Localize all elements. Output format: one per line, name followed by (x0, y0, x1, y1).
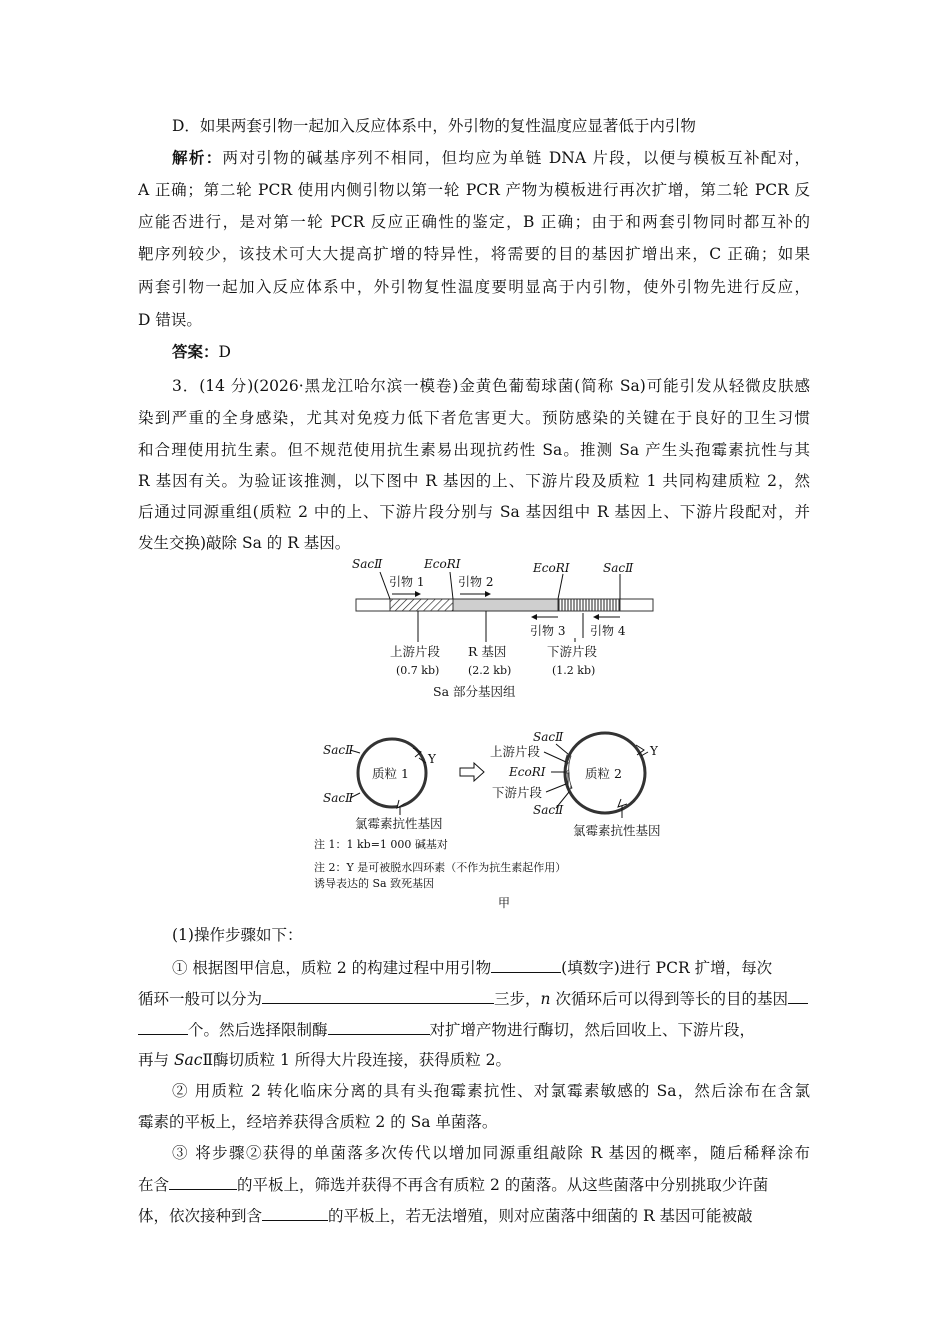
step-3-text-a: 在含 (138, 1176, 170, 1194)
step-1-text-d: 三步， (494, 990, 541, 1008)
plasmid-2-downstream-insert (565, 773, 572, 790)
step-3-line-3 (138, 1205, 810, 1226)
plasmid-2-downstream-tick (546, 784, 566, 792)
analysis-line-3: 应能否进行，是对第一轮 PCR 反应正确性的鉴定，B 正确；由于和两套引物同时都互补的 (138, 213, 810, 231)
step-1-n: n (540, 990, 551, 1008)
label-primer-4: 引物 4 (590, 624, 626, 638)
plasmid-2-downstream-label: 下游片段 (492, 785, 543, 800)
plasmid-2-sac2-bottom: SacⅡ (533, 803, 564, 817)
q3-line-1: 3．(14 分)(2026·黑龙江哈尔滨一模卷)金黄色葡萄球菌(简称 Sa)可能引发从轻微皮肤感 (172, 377, 810, 395)
plasmid-2-chlor-label: 氯霉素抗性基因 (573, 823, 661, 838)
label-sac2-right: SacⅡ (603, 561, 634, 575)
plasmid-1-y-label: Y (428, 752, 436, 766)
step-1-line-2 (138, 988, 810, 1009)
label-downstream-size: (1.2 kb) (552, 664, 596, 677)
label-ecor1-right: EcoRⅠ (533, 561, 570, 575)
step-1-text-h: 再与 (138, 1051, 174, 1069)
q3-line-2: 染到严重的全身感染，尤其对免疫力低下者危害更大。预防感染的关键在于良好的卫生习惯 (138, 409, 810, 427)
step-3-text-d: 的平板上，若无法增殖，则对应菌落中细菌的 R 基因可能被敲 (328, 1207, 753, 1225)
blank-three-steps[interactable] (262, 988, 494, 1004)
transform-arrow (460, 763, 484, 781)
answer (172, 342, 844, 362)
steps-intro: (1)操作步骤如下： (172, 926, 303, 944)
r-gene-segment (453, 599, 558, 611)
blank-medium-1[interactable] (169, 1174, 237, 1190)
label-primer-1: 引物 1 (389, 575, 425, 589)
analysis-line-2: A 正确；第二轮 PCR 使用内侧引物以第一轮 PCR 产物为模板进行再次扩增，第二轮 PCR 反 (138, 181, 810, 199)
analysis-line-5: 两套引物一起加入反应体系中，外引物复性温度要明显高于内引物，使外引物先进行反应， (138, 278, 810, 296)
note-2-line-1: 注 2：Y 是可被脱水四环素（不作为抗生素起作用） (314, 861, 567, 874)
ecor1-left-tick (450, 572, 453, 599)
analysis-line-6: D 错误。 (138, 311, 202, 329)
step-1-text-b: (填数字)进行 PCR 扩增，每次 (561, 959, 773, 977)
step-1-text-a: ① 根据图甲信息，质粒 2 的构建过程中用引物 (172, 959, 492, 977)
note-1: 注 1：1 kb=1 000 碱基对 (314, 838, 448, 851)
q3-line-3: 和合理使用抗生素。但不规范使用抗生素易出现抗药性 Sa。推测 Sa 产生头孢霉素抗性与其 (138, 441, 810, 459)
analysis-text-1: 两对引物的碱基序列不相同，但均应为单链 DNA 片段，以便与模板互补配对， (222, 149, 810, 167)
q3-line-4: R 基因有关。为验证该推测，以下图中 R 基因的上、下游片段及质粒 1 共同构建质粒 2，然 (138, 472, 810, 490)
label-upstream-size: (0.7 kb) (396, 664, 440, 677)
q3-line-6: 发生交换)敲除 Sa 的 R 基因。 (138, 534, 351, 552)
answer-label: 答案： (172, 342, 219, 361)
genome-caption: Sa 部分基因组 (433, 684, 516, 699)
step-3-text-b: 的平板上，筛选并获得不再含有质粒 2 的菌落。从这些菌落中分别挑取少许菌 (237, 1176, 769, 1194)
figure-jia (300, 550, 700, 915)
figure-svg (300, 550, 700, 915)
label-upstream: 上游片段 (390, 644, 441, 659)
step-2-line-1: ② 用质粒 2 转化临床分离的具有头孢霉素抗性、对氯霉素敏感的 Sa，然后涂布在含氯 (172, 1082, 810, 1100)
step-3-line-1: ③ 将步骤②获得的单菌落多次传代以增加同源重组敲除 R 基因的概率，随后稀释涂布 (172, 1144, 810, 1162)
plasmid-2-y-label: Y (650, 744, 658, 758)
blank-restriction-enzyme[interactable] (328, 1019, 430, 1035)
plasmid-1-sac2-bottom: SacⅡ (323, 791, 354, 805)
ecor1-right-tick (558, 574, 563, 599)
step-1-line-4 (138, 1050, 810, 1070)
label-r-gene-size: (2.2 kb) (468, 664, 512, 677)
blank-gene-count-part-1[interactable] (788, 988, 808, 1004)
analysis-line-1 (172, 148, 810, 168)
note-2-line-2: 诱导表达的 Sa 致死基因 (314, 877, 435, 890)
upstream-segment (390, 599, 453, 611)
step-1-text-g: 对扩增产物进行酶切，然后回收上、下游片段， (429, 1021, 756, 1039)
blank-medium-2[interactable] (262, 1205, 328, 1221)
step-1-text-i: Ⅱ酶切质粒 1 所得大片段连接，获得质粒 2。 (202, 1051, 512, 1069)
plasmid-2-sac2-top: SacⅡ (533, 730, 564, 744)
step-1-text-f: 个。然后选择限制酶 (188, 1021, 328, 1039)
step-3-line-2 (138, 1174, 810, 1195)
plasmid-2-upstream-label: 上游片段 (490, 744, 541, 759)
step-1-sac: Sac (173, 1051, 203, 1069)
label-primer-3: 引物 3 (530, 624, 566, 638)
figure-caption: 甲 (498, 896, 511, 910)
step-1-line-3 (138, 1019, 810, 1040)
plasmid-2-upstream-tick (544, 752, 566, 762)
plasmid-2-y-tick (641, 752, 648, 756)
blank-primer[interactable] (491, 957, 561, 973)
step-1-line-1 (172, 957, 810, 978)
plasmid-2-ecor1: EcoRⅠ (509, 765, 546, 779)
q3-line-5: 后通过同源重组(质粒 2 中的上、下游片段分别与 Sa 基因组中 R 基因上、下游片段配对，并 (138, 503, 810, 521)
label-plasmid-2: 质粒 2 (585, 766, 622, 781)
plasmid-1-chlor-label: 氯霉素抗性基因 (355, 816, 443, 831)
step-1-text-e: 次循环后可以得到等长的目的基因 (550, 990, 788, 1008)
label-ecor1-left: EcoRⅠ (424, 557, 461, 571)
plasmid-2-sac2-top-tick (556, 744, 568, 754)
plasmid-1-sac2-top: SacⅡ (323, 743, 354, 757)
label-r-gene: R 基因 (468, 644, 507, 659)
step-1-text-c: 循环一般可以分为 (138, 990, 263, 1008)
step-3-text-c: 体，依次接种到含 (138, 1207, 263, 1225)
step-2-line-2: 霉素的平板上，经培养获得含质粒 2 的 Sa 单菌落。 (138, 1113, 498, 1131)
analysis-label: 解析： (172, 148, 223, 167)
label-primer-2: 引物 2 (458, 575, 494, 589)
label-sac2-left: SacⅡ (352, 557, 383, 571)
downstream-segment (558, 599, 620, 611)
blank-gene-count-part-2[interactable] (138, 1019, 188, 1035)
label-downstream: 下游片段 (547, 644, 598, 659)
label-plasmid-1: 质粒 1 (372, 766, 409, 781)
answer-value: D (218, 343, 231, 361)
option-d: D．如果两套引物一起加入反应体系中，外引物的复性温度应显著低于内引物 (172, 117, 696, 135)
analysis-line-4: 靶序列较少，该技术可大大提高扩增的特异性，将需要的目的基因扩增出来，C 正确；如果 (138, 245, 810, 263)
